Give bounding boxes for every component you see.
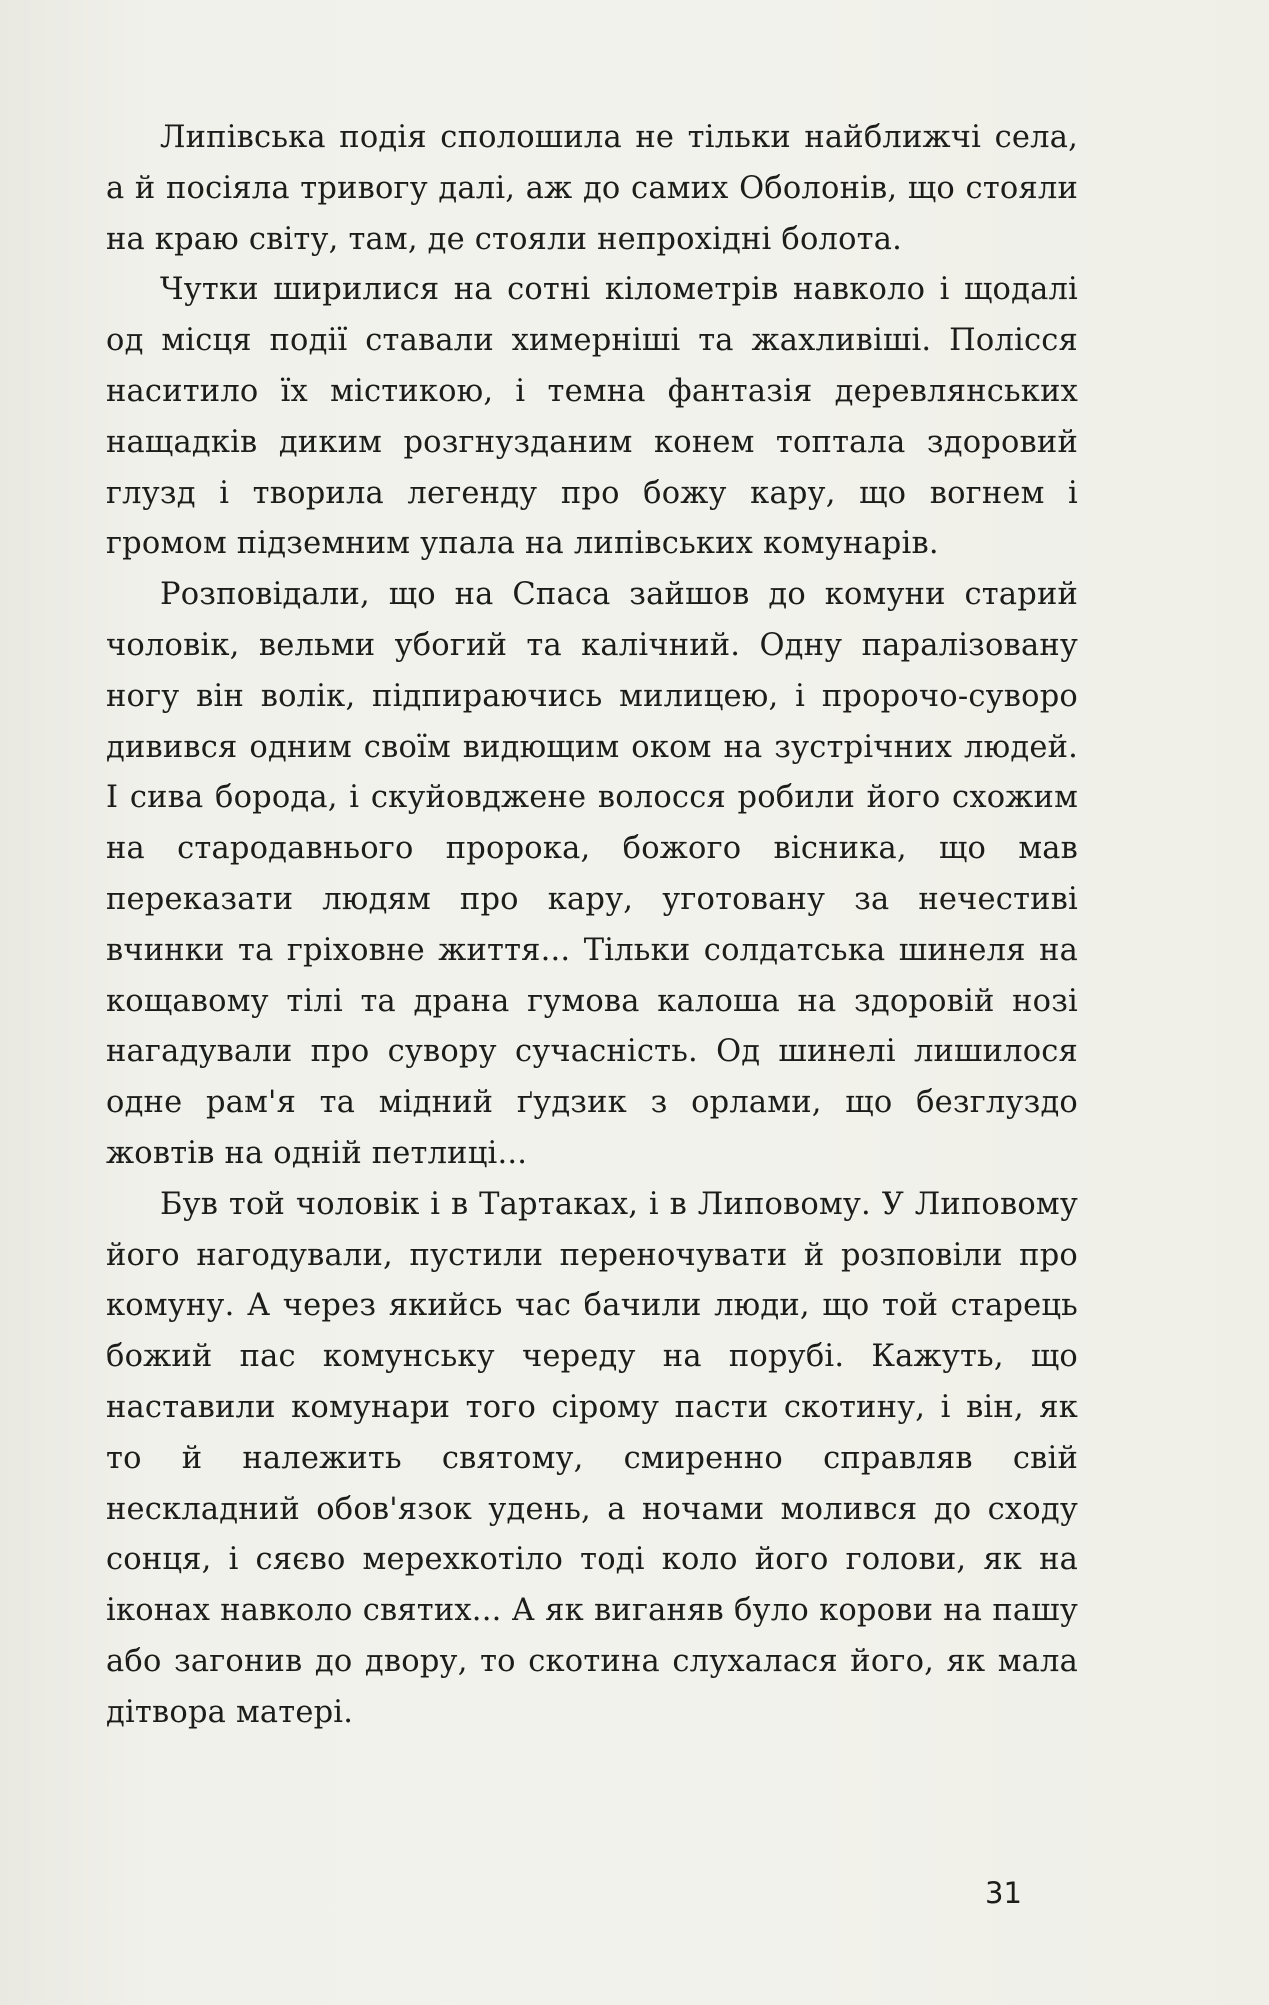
- paragraph-1: Липівська подія сполошила не тільки найближчі села, а й посіяла тривогу далі, аж до самих Оболонів, що стояли на краю світу, там, де стояли непрохідні болота.: [106, 120, 1078, 257]
- paragraph-3: Розповідали, що на Спаса зайшов до комуни старий чоловік, вельми убогий та калічний. Одну паралізовану ногу він волік, підпираючись милицею, і пророчо-суворо дивився одним своїм видющим оком на зустрічних людей. І сива борода, і скуйовджене волосся робили його схожим на стародавнього пророка, божого вісника, що мав переказати людям про кару, уготовану за нечестиві вчинки та гріховне життя... Тільки солдатська шинеля на кощавому тілі та драна гумова калоша на здоровій нозі нагадували про сувору сучасність. Од шинелі лишилося одне рам'я та мідний ґудзик з орлами, що безглуздо жовтів на одній петлиці...: [106, 577, 1078, 1171]
- paragraph-4: Був той чоловік і в Тартаках, і в Липовому. У Липовому його нагодували, пустили переночувати й розповіли про комуну. А через якийсь час бачили люди, що той старець божий пас комунську череду на порубі. Кажуть, що наставили комунари того сірому пасти скотину, і він, як то й належить святому, смиренно справляв свій нескладний обов'язок удень, а ночами молився до сходу сонця, і сяєво мерехкотіло тоді коло його голови, як на іконах навколо святих... А як виганяв було корови на пашу або загонив до двору, то скотина слухалася його, як мала дітвора матері.: [106, 1186, 1078, 1730]
- page-number: 31: [985, 1876, 1022, 1910]
- paragraph-2: Чутки ширилися на сотні кілометрів навколо і щодалі од місця події ставали химерніші та жахливіші. Полісся наситило їх містикою, і темна фантазія деревлянських нащадків диким розгнузданим конем топтала здоровий глузд і творила легенду про божу кару, що вогнем і громом підземним упала на липівських комунарів.: [106, 272, 1078, 562]
- body-text: [106, 113, 1078, 1739]
